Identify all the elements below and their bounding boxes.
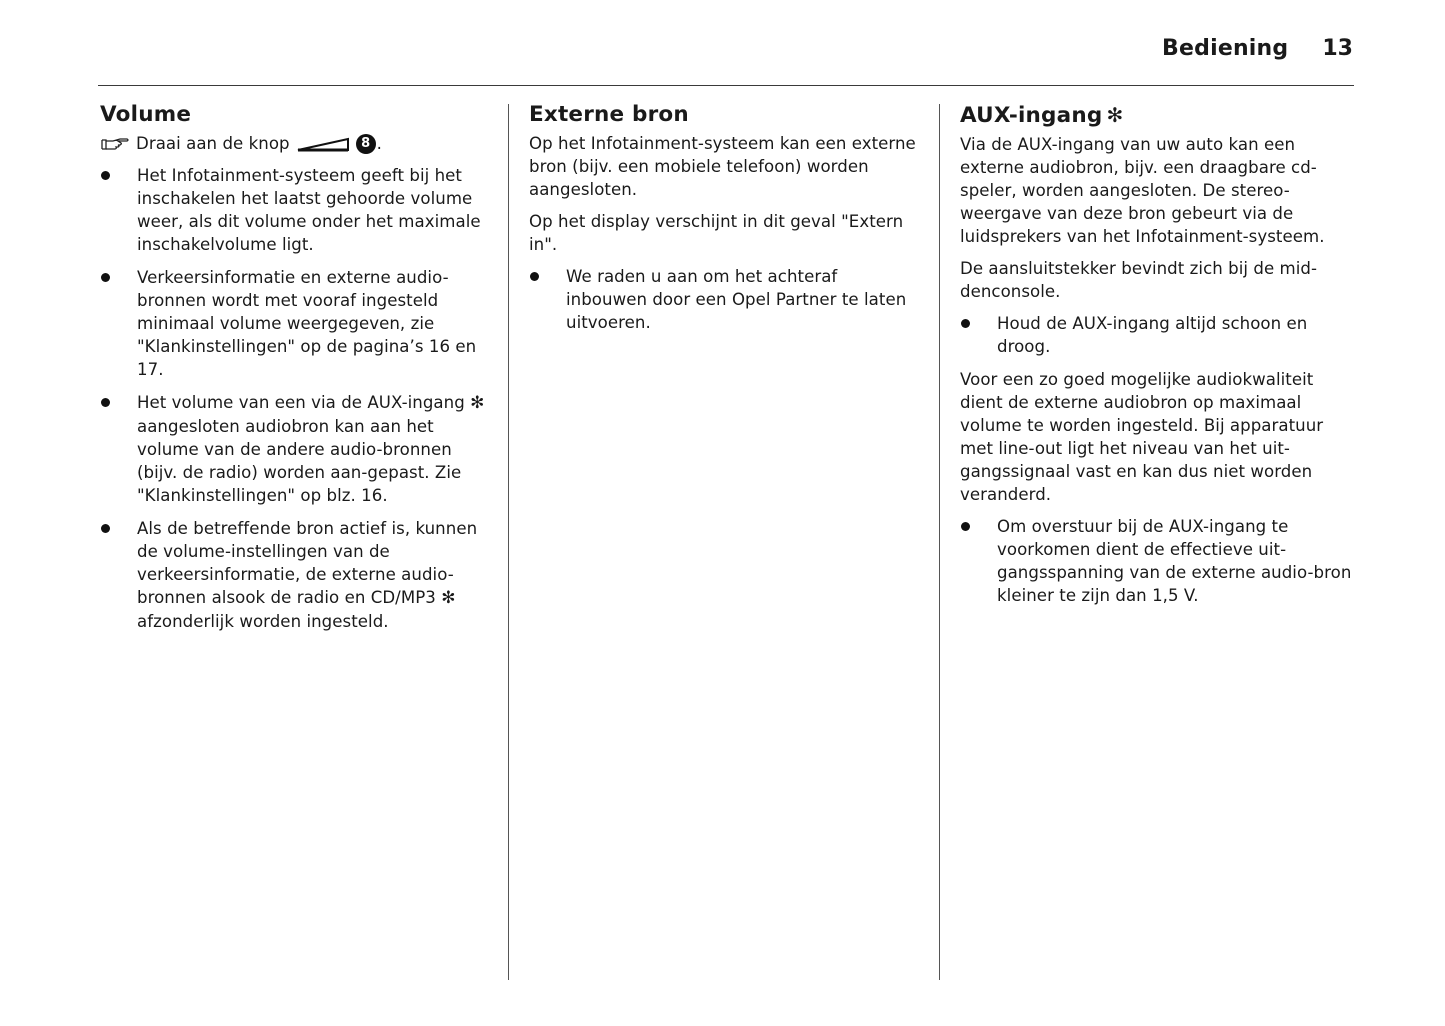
bullet-icon [961, 522, 970, 531]
list-item: Om overstuur bij de AUX-ingang te voorkomen dient de effectieve uit-gangsspanning van de externe audio-bron kleiner te zijn dan 1,5 V. [960, 515, 1355, 607]
heading-externe-bron: Externe bron [529, 102, 689, 127]
volume-wedge-icon [296, 136, 352, 152]
list-item: Houd de AUX-ingang altijd schoon en droog. [960, 312, 1355, 358]
list-item: We raden u aan om het achteraf inbouwen door een Opel Partner te laten uitvoeren. [529, 265, 919, 334]
optional-equipment-star-icon: ✻ [441, 588, 456, 608]
list-item: Als de betreffende bron actief is, kunnen de volume-instellingen van de verkeersinformatie, de externe audio-bronnen alsook de radio en CD/MP3 ✻ afzonderlijk worden ingesteld. [100, 517, 490, 633]
running-header [1162, 36, 1353, 61]
bullet-icon [961, 319, 970, 328]
bullet-icon [530, 272, 539, 281]
instruction-line [100, 132, 490, 155]
bullet-icon [101, 524, 110, 533]
paragraph: De aansluitstekker bevindt zich bij de mid-denconsole. [960, 259, 1318, 301]
aux-bullet-list-2 [960, 515, 1355, 607]
column-externe-bron [529, 100, 919, 344]
paragraph: Via de AUX-ingang van uw auto kan een externe audiobron, bijv. een draagbare cd-speler, worden aangesloten. De stereo-weergave van deze bron gebeurt via de luidsprekers van het Infotainment-systeem. [960, 135, 1325, 246]
externe-bron-bullet-list [529, 265, 919, 334]
bullet-icon [101, 171, 110, 180]
list-item: Het Infotainment-systeem geeft bij het inschakelen het laatst gehoorde volume weer, als dit volume onder het maximale inschakelvolume ligt. [100, 164, 490, 256]
paragraph: Op het display verschijnt in dit geval "Extern in". [529, 212, 904, 254]
bullet-icon [101, 398, 110, 407]
pointing-hand-icon [100, 136, 130, 152]
callout-number-badge: 8 [356, 134, 376, 154]
list-item: Het volume van een via de AUX-ingang ✻ aangesloten audiobron kan aan het volume van de andere audio-bronnen (bijv. de radio) worden aan-gepast. Zie "Klankinstellingen" op blz. 16. [100, 391, 490, 507]
column-volume [100, 100, 490, 643]
paragraph: Op het Infotainment-systeem kan een externe bron (bijv. een mobiele telefoon) worden aangesloten. [529, 134, 916, 199]
bullet-icon [101, 273, 110, 282]
heading-volume: Volume [100, 102, 192, 127]
aux-bullet-list-1 [960, 312, 1355, 358]
instruction-text: Draai aan de knop [136, 134, 290, 153]
page-number: 13 [1322, 36, 1353, 61]
optional-equipment-star-icon: ✻ [1106, 103, 1124, 127]
section-title: Bediening [1162, 36, 1289, 61]
header-rule [98, 85, 1354, 86]
paragraph: Voor een zo goed mogelijke audiokwaliteit dient de externe audiobron op maximaal volume te worden ingesteld. Bij apparatuur met line-out ligt het niveau van het uit-gangssignaal vast en kan dus niet worden veranderd. [960, 370, 1324, 504]
heading-aux-ingang: AUX-ingang ✻ [960, 103, 1124, 128]
column-divider-1 [508, 104, 509, 980]
volume-bullet-list [100, 164, 490, 633]
column-divider-2 [939, 104, 940, 980]
optional-equipment-star-icon: ✻ [470, 393, 485, 413]
instruction-suffix: . [376, 134, 382, 153]
list-item: Verkeersinformatie en externe audio-bronnen wordt met vooraf ingesteld minimaal volume weergegeven, zie "Klankinstellingen" op de pagina’s 16 en 17. [100, 266, 490, 381]
column-aux-ingang [960, 100, 1355, 617]
